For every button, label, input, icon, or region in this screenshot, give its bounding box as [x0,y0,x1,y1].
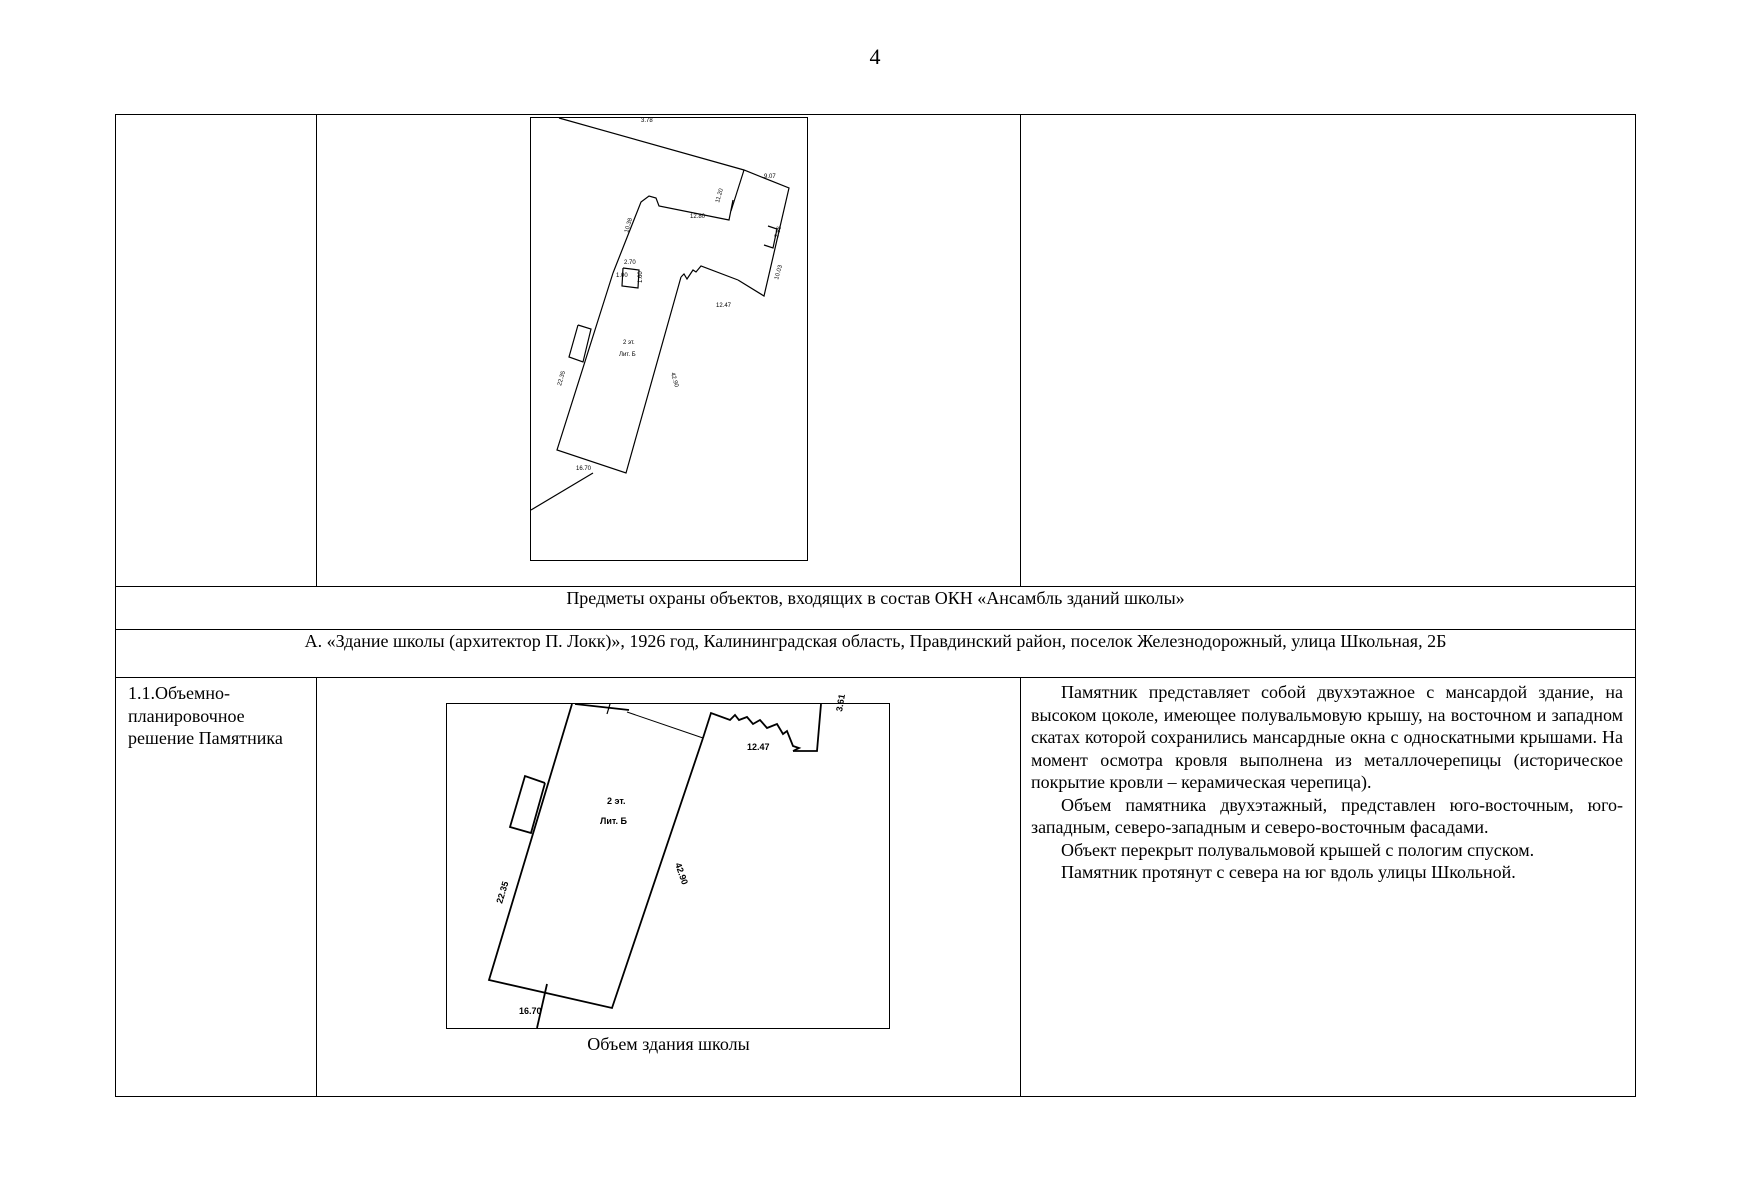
plan-dim: 22.35 [494,880,511,905]
description-paragraph: Объект перекрыт полувальмовой крышей с пологим спуском. [1061,839,1535,860]
site-plan-figure-detail [446,693,890,1029]
plan-cell-top [317,115,1021,587]
plan-dim: 11.20 [715,187,725,204]
plan-label-lit: Лит. Б [619,352,636,358]
description-cell [1021,678,1636,1097]
plan-dim: 3.78 [641,118,653,124]
plan-dim: 9.07 [764,174,776,180]
plan-dim: 3.61 [834,693,848,713]
plan-label-floors: 2 эт. [607,796,626,806]
plan-dim: 10.03 [774,264,785,281]
plan-dim: 1.60 [638,271,644,283]
plan-dim: 12.47 [747,742,770,752]
plan-dim: 42.90 [673,861,690,886]
empty-cell [116,115,317,587]
protection-table [115,114,1636,1097]
description-paragraph: Памятник представляет собой двухэтажное с мансардой здание, на высоком цоколе, имеющее полувальмовую крышу, на восточном и западном скатах которой сохранились мансардные окна с односкатными крышами. На момент осмотра кровля выполнена из металлочерепицы (историческое покрытие кровли – керамическая черепица). [1031,682,1623,792]
site-plan-figure-full [530,117,808,561]
plan-cell-bottom [317,678,1021,1097]
section-heading: Предметы охраны объектов, входящих в состав ОКН «Ансамбль зданий школы» [116,587,1636,630]
plan-dim: 12.47 [716,303,732,309]
plan-dim: 12.80 [690,214,706,220]
table-row [116,115,1636,587]
criterion-cell [116,678,317,1097]
criterion-label: 1.1.Объемно-планировочное решение Памятника [128,683,283,748]
description-text [1021,678,1635,884]
description-paragraph: Памятник протянут с севера на юг вдоль улицы Школьной. [1061,862,1516,882]
plan-dim: 10.38 [624,217,635,234]
empty-cell [1021,115,1636,587]
page-number: 4 [869,44,881,69]
table-row [116,678,1636,1097]
object-address: А. «Здание школы (архитектор П. Локк)», 1926 год, Калининградская область, Правдинский район, поселок Железнодорожный, улица Школьная, 2Б [116,630,1636,678]
plan-label-floors: 2 эт. [623,340,635,346]
plan-dim: 16.70 [519,1006,542,1016]
plan-label-lit: Лит. Б [600,816,627,826]
plan-dim: 22.35 [557,370,568,387]
plan-dim: 16.70 [576,466,592,472]
description-paragraph: Объем памятника двухэтажный, представлен юго-восточным, юго-западным, северо-западным и северо-восточным фасадами. [1031,794,1623,837]
table-row [116,587,1636,630]
table-row [116,630,1636,678]
plan-dim: 42.90 [669,371,679,388]
plan-dim: 1.00 [616,273,628,279]
plan-dim: 2.70 [624,260,636,266]
plan-caption: Объем здания школы [587,1034,750,1054]
plan-dim: 2.95 [774,225,784,239]
